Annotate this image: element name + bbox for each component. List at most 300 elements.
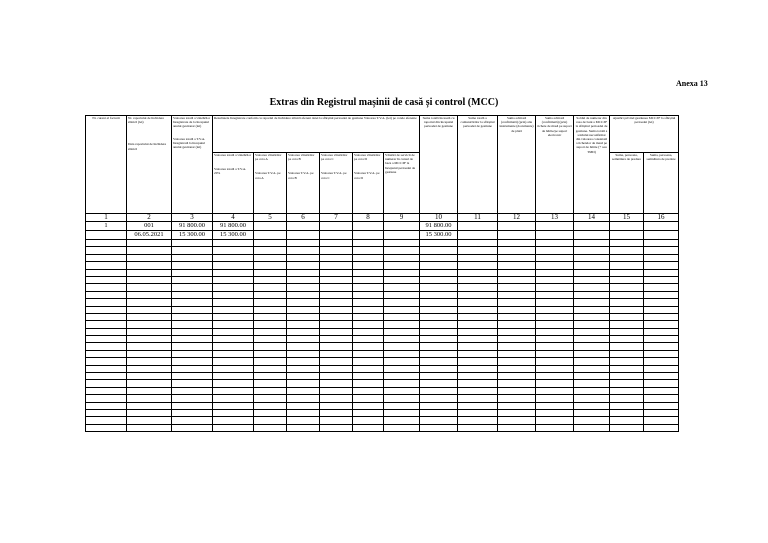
empty-cell bbox=[644, 240, 679, 247]
empty-cell bbox=[384, 291, 420, 298]
empty-cell bbox=[574, 291, 610, 298]
empty-cell bbox=[498, 254, 536, 261]
table-cell bbox=[536, 222, 574, 231]
empty-cell bbox=[254, 313, 287, 320]
empty-cell bbox=[536, 358, 574, 365]
empty-cell bbox=[86, 409, 127, 416]
empty-cell bbox=[213, 417, 254, 424]
empty-cell bbox=[610, 409, 644, 416]
header-col-11: Suma totală a comunicărilor la sfârșitul perioadei de gestiune bbox=[458, 116, 498, 214]
empty-cell bbox=[536, 321, 574, 328]
empty-cell bbox=[458, 402, 498, 409]
empty-cell bbox=[574, 350, 610, 357]
table-cell bbox=[536, 231, 574, 240]
empty-cell bbox=[320, 395, 353, 402]
document-title: Extras din Registrul mașinii de casă și control (MCC) bbox=[269, 97, 499, 108]
empty-cell bbox=[458, 387, 498, 394]
column-number: 15 bbox=[610, 214, 644, 222]
empty-cell bbox=[172, 254, 213, 261]
empty-cell bbox=[536, 343, 574, 350]
empty-cell bbox=[287, 240, 320, 247]
empty-cell bbox=[320, 328, 353, 335]
empty-cell bbox=[498, 424, 536, 431]
empty-cell bbox=[353, 417, 384, 424]
empty-cell bbox=[127, 358, 172, 365]
empty-cell bbox=[458, 350, 498, 357]
header-col-14: Soldul de numerar din casa de bani a MCC/IF la sfârșitul perioadei de gestiune. Suma totală a soldului neconfirmat din valoarea constatată a tichetelor de masă pe suport de hârtie (+ sau TMD) bbox=[574, 116, 610, 214]
empty-cell bbox=[384, 417, 420, 424]
empty-cell bbox=[213, 291, 254, 298]
empty-cell bbox=[254, 321, 287, 328]
empty-cell bbox=[498, 343, 536, 350]
empty-cell bbox=[86, 299, 127, 306]
empty-cell bbox=[536, 269, 574, 276]
empty-cell bbox=[458, 328, 498, 335]
empty-cell bbox=[320, 343, 353, 350]
empty-cell bbox=[213, 409, 254, 416]
empty-row bbox=[86, 402, 679, 409]
empty-cell bbox=[498, 247, 536, 254]
empty-cell bbox=[127, 291, 172, 298]
empty-cell bbox=[320, 350, 353, 357]
table-cell bbox=[574, 231, 610, 240]
empty-cell bbox=[574, 247, 610, 254]
empty-cell bbox=[172, 313, 213, 320]
table-cell bbox=[254, 231, 287, 240]
empty-cell bbox=[574, 269, 610, 276]
empty-cell bbox=[420, 321, 458, 328]
empty-cell bbox=[384, 409, 420, 416]
empty-cell bbox=[610, 328, 644, 335]
empty-cell bbox=[420, 409, 458, 416]
table-cell bbox=[644, 231, 679, 240]
empty-cell bbox=[287, 291, 320, 298]
column-number: 6 bbox=[287, 214, 320, 222]
empty-cell bbox=[127, 395, 172, 402]
empty-cell bbox=[86, 424, 127, 431]
empty-cell bbox=[384, 424, 420, 431]
table-cell bbox=[498, 222, 536, 231]
empty-cell bbox=[172, 262, 213, 269]
empty-cell bbox=[610, 276, 644, 283]
empty-cell bbox=[213, 395, 254, 402]
empty-cell bbox=[320, 269, 353, 276]
empty-cell bbox=[320, 313, 353, 320]
empty-cell bbox=[610, 380, 644, 387]
empty-cell bbox=[420, 247, 458, 254]
empty-cell bbox=[644, 350, 679, 357]
empty-row bbox=[86, 328, 679, 335]
empty-cell bbox=[127, 387, 172, 394]
empty-cell bbox=[644, 262, 679, 269]
empty-cell bbox=[86, 336, 127, 343]
empty-cell bbox=[127, 380, 172, 387]
table-cell bbox=[287, 231, 320, 240]
header-col-12: Suma achitată (confirmată) (prin) alte instrumente (documente) de plată bbox=[498, 116, 536, 214]
empty-cell bbox=[353, 240, 384, 247]
empty-cell bbox=[458, 380, 498, 387]
empty-cell bbox=[536, 395, 574, 402]
empty-cell bbox=[254, 247, 287, 254]
header-group-4-9: Rezultatele înregistrate conform cu raportul de închidere zilnică aferent datei la sfârșitul perioadei de gestiune Valoarea T.V.A. (lei) pe cotele aferente bbox=[213, 116, 420, 153]
empty-cell bbox=[536, 387, 574, 394]
table-cell bbox=[384, 231, 420, 240]
column-number: 7 bbox=[320, 214, 353, 222]
empty-row bbox=[86, 387, 679, 394]
empty-row bbox=[86, 269, 679, 276]
empty-cell bbox=[86, 276, 127, 283]
empty-cell bbox=[320, 276, 353, 283]
empty-cell bbox=[644, 387, 679, 394]
column-number: 5 bbox=[254, 214, 287, 222]
table-cell bbox=[254, 222, 287, 231]
empty-cell bbox=[320, 365, 353, 372]
empty-row bbox=[86, 358, 679, 365]
empty-cell bbox=[498, 240, 536, 247]
empty-cell bbox=[287, 306, 320, 313]
empty-cell bbox=[172, 276, 213, 283]
empty-cell bbox=[384, 240, 420, 247]
empty-cell bbox=[172, 350, 213, 357]
empty-cell bbox=[458, 365, 498, 372]
empty-cell bbox=[610, 395, 644, 402]
empty-cell bbox=[458, 336, 498, 343]
empty-cell bbox=[610, 247, 644, 254]
empty-cell bbox=[353, 365, 384, 372]
empty-row bbox=[86, 373, 679, 380]
empty-cell bbox=[172, 365, 213, 372]
empty-cell bbox=[320, 358, 353, 365]
empty-cell bbox=[287, 313, 320, 320]
empty-cell bbox=[536, 299, 574, 306]
empty-cell bbox=[320, 291, 353, 298]
empty-cell bbox=[287, 336, 320, 343]
empty-cell bbox=[353, 269, 384, 276]
empty-cell bbox=[498, 276, 536, 283]
empty-cell bbox=[213, 350, 254, 357]
empty-cell bbox=[574, 336, 610, 343]
table-cell: 91 800.00 bbox=[213, 222, 254, 231]
empty-row bbox=[86, 291, 679, 298]
header-col-8: Valoarea vânzărilor pe cota D Valoarea T.V.A. pe cota D bbox=[353, 153, 384, 214]
empty-cell bbox=[420, 269, 458, 276]
empty-cell bbox=[458, 291, 498, 298]
empty-cell bbox=[536, 373, 574, 380]
empty-cell bbox=[536, 328, 574, 335]
empty-cell bbox=[172, 284, 213, 291]
empty-cell bbox=[353, 299, 384, 306]
empty-cell bbox=[384, 328, 420, 335]
empty-cell bbox=[254, 395, 287, 402]
empty-cell bbox=[536, 240, 574, 247]
empty-cell bbox=[172, 240, 213, 247]
empty-cell bbox=[420, 343, 458, 350]
empty-cell bbox=[172, 247, 213, 254]
empty-cell bbox=[127, 417, 172, 424]
empty-cell bbox=[172, 409, 213, 416]
empty-cell bbox=[127, 240, 172, 247]
empty-row bbox=[86, 350, 679, 357]
empty-cell bbox=[353, 328, 384, 335]
empty-cell bbox=[420, 299, 458, 306]
column-number: 12 bbox=[498, 214, 536, 222]
empty-cell bbox=[384, 299, 420, 306]
empty-cell bbox=[458, 395, 498, 402]
empty-cell bbox=[172, 387, 213, 394]
empty-cell bbox=[213, 424, 254, 431]
column-number: 10 bbox=[420, 214, 458, 222]
empty-cell bbox=[86, 387, 127, 394]
column-number: 8 bbox=[353, 214, 384, 222]
empty-row bbox=[86, 321, 679, 328]
empty-cell bbox=[353, 262, 384, 269]
empty-cell bbox=[384, 373, 420, 380]
column-number: 4 bbox=[213, 214, 254, 222]
empty-cell bbox=[536, 409, 574, 416]
empty-cell bbox=[254, 269, 287, 276]
empty-cell bbox=[610, 402, 644, 409]
table-cell bbox=[644, 222, 679, 231]
empty-cell bbox=[610, 269, 644, 276]
empty-cell bbox=[320, 254, 353, 261]
empty-cell bbox=[574, 276, 610, 283]
empty-cell bbox=[536, 402, 574, 409]
empty-cell bbox=[86, 313, 127, 320]
empty-cell bbox=[287, 284, 320, 291]
empty-cell bbox=[86, 328, 127, 335]
empty-cell bbox=[610, 262, 644, 269]
empty-cell bbox=[384, 269, 420, 276]
header-col-15: Suma, persoana, semnătura de predare bbox=[610, 153, 644, 214]
empty-cell bbox=[644, 365, 679, 372]
empty-cell bbox=[287, 402, 320, 409]
empty-cell bbox=[213, 380, 254, 387]
empty-cell bbox=[320, 380, 353, 387]
empty-cell bbox=[213, 387, 254, 394]
empty-cell bbox=[254, 291, 287, 298]
empty-cell bbox=[254, 387, 287, 394]
table-cell bbox=[287, 222, 320, 231]
empty-cell bbox=[384, 306, 420, 313]
empty-cell bbox=[353, 306, 384, 313]
header-col-16: Suma, persoana, semnătura de predare bbox=[644, 153, 679, 214]
empty-cell bbox=[498, 380, 536, 387]
empty-row bbox=[86, 395, 679, 402]
empty-cell bbox=[610, 306, 644, 313]
empty-cell bbox=[420, 365, 458, 372]
empty-cell bbox=[458, 299, 498, 306]
empty-cell bbox=[353, 336, 384, 343]
empty-cell bbox=[213, 262, 254, 269]
empty-cell bbox=[86, 343, 127, 350]
column-number: 16 bbox=[644, 214, 679, 222]
empty-cell bbox=[498, 291, 536, 298]
empty-cell bbox=[353, 284, 384, 291]
empty-cell bbox=[172, 306, 213, 313]
empty-cell bbox=[574, 395, 610, 402]
empty-cell bbox=[353, 387, 384, 394]
empty-cell bbox=[127, 343, 172, 350]
empty-cell bbox=[287, 380, 320, 387]
empty-cell bbox=[320, 306, 353, 313]
empty-cell bbox=[254, 350, 287, 357]
empty-cell bbox=[86, 291, 127, 298]
empty-cell bbox=[86, 402, 127, 409]
empty-cell bbox=[127, 365, 172, 372]
empty-cell bbox=[574, 358, 610, 365]
empty-cell bbox=[213, 336, 254, 343]
empty-cell bbox=[610, 284, 644, 291]
empty-cell bbox=[384, 313, 420, 320]
empty-cell bbox=[172, 343, 213, 350]
empty-cell bbox=[320, 417, 353, 424]
table-cell bbox=[320, 231, 353, 240]
empty-cell bbox=[574, 321, 610, 328]
empty-cell bbox=[127, 321, 172, 328]
header-col-10: Suma totală încasată cu raportul din începutul perioadei de gestiune bbox=[420, 116, 458, 214]
table-cell bbox=[498, 231, 536, 240]
empty-cell bbox=[536, 306, 574, 313]
empty-cell bbox=[384, 365, 420, 372]
empty-cell bbox=[536, 350, 574, 357]
empty-cell bbox=[644, 417, 679, 424]
empty-cell bbox=[610, 365, 644, 372]
empty-cell bbox=[213, 254, 254, 261]
empty-cell bbox=[498, 387, 536, 394]
empty-cell bbox=[498, 402, 536, 409]
empty-cell bbox=[320, 284, 353, 291]
table-row bbox=[86, 231, 679, 240]
empty-cell bbox=[86, 365, 127, 372]
empty-row bbox=[86, 254, 679, 261]
empty-cell bbox=[172, 373, 213, 380]
empty-cell bbox=[610, 387, 644, 394]
empty-cell bbox=[213, 240, 254, 247]
empty-row bbox=[86, 262, 679, 269]
header-group-15-16: Ajustări privind gestiunea MCC/IF la sfârșitul perioadei (lei) bbox=[610, 116, 679, 153]
empty-cell bbox=[287, 424, 320, 431]
empty-cell bbox=[353, 313, 384, 320]
empty-cell bbox=[420, 284, 458, 291]
empty-cell bbox=[254, 306, 287, 313]
empty-cell bbox=[86, 269, 127, 276]
empty-cell bbox=[127, 409, 172, 416]
table-cell bbox=[574, 222, 610, 231]
empty-cell bbox=[420, 276, 458, 283]
header-col-3: Valoarea totală a vânzărilor înregistrate de la începutul anului gestionar (lei) Valoarea totală a T.V.A. înregistrată la începutul anului gestionar (lei) bbox=[172, 116, 213, 214]
table-cell bbox=[610, 231, 644, 240]
empty-cell bbox=[420, 262, 458, 269]
empty-cell bbox=[86, 306, 127, 313]
empty-cell bbox=[536, 365, 574, 372]
column-number: 9 bbox=[384, 214, 420, 222]
empty-cell bbox=[213, 276, 254, 283]
empty-cell bbox=[384, 276, 420, 283]
table-cell: 001 bbox=[127, 222, 172, 231]
empty-cell bbox=[287, 387, 320, 394]
empty-cell bbox=[254, 358, 287, 365]
table-cell bbox=[458, 231, 498, 240]
empty-cell bbox=[254, 417, 287, 424]
empty-cell bbox=[420, 291, 458, 298]
empty-cell bbox=[127, 262, 172, 269]
column-number-row bbox=[86, 214, 679, 222]
empty-cell bbox=[320, 387, 353, 394]
empty-cell bbox=[254, 284, 287, 291]
empty-cell bbox=[498, 321, 536, 328]
empty-cell bbox=[353, 247, 384, 254]
header-col-1: Nr. curent al facturii bbox=[86, 116, 127, 214]
empty-cell bbox=[127, 424, 172, 431]
empty-cell bbox=[254, 380, 287, 387]
empty-cell bbox=[213, 343, 254, 350]
empty-cell bbox=[127, 276, 172, 283]
empty-cell bbox=[353, 276, 384, 283]
empty-cell bbox=[574, 262, 610, 269]
column-number: 11 bbox=[458, 214, 498, 222]
empty-cell bbox=[320, 240, 353, 247]
empty-cell bbox=[536, 380, 574, 387]
empty-cell bbox=[127, 373, 172, 380]
empty-cell bbox=[172, 402, 213, 409]
empty-cell bbox=[536, 276, 574, 283]
empty-cell bbox=[644, 291, 679, 298]
empty-cell bbox=[86, 262, 127, 269]
empty-cell bbox=[644, 358, 679, 365]
empty-cell bbox=[498, 373, 536, 380]
empty-cell bbox=[536, 262, 574, 269]
empty-cell bbox=[254, 262, 287, 269]
empty-cell bbox=[172, 358, 213, 365]
empty-cell bbox=[498, 313, 536, 320]
empty-cell bbox=[384, 254, 420, 261]
empty-cell bbox=[610, 299, 644, 306]
empty-cell bbox=[172, 395, 213, 402]
empty-cell bbox=[287, 409, 320, 416]
empty-cell bbox=[498, 306, 536, 313]
empty-cell bbox=[287, 321, 320, 328]
empty-cell bbox=[172, 417, 213, 424]
empty-cell bbox=[536, 417, 574, 424]
empty-cell bbox=[213, 321, 254, 328]
empty-cell bbox=[498, 284, 536, 291]
empty-cell bbox=[498, 269, 536, 276]
empty-cell bbox=[254, 336, 287, 343]
empty-cell bbox=[610, 343, 644, 350]
empty-cell bbox=[458, 417, 498, 424]
empty-cell bbox=[644, 269, 679, 276]
header-row-top bbox=[86, 116, 679, 153]
empty-cell bbox=[254, 402, 287, 409]
table-cell: 1 bbox=[86, 222, 127, 231]
empty-cell bbox=[458, 306, 498, 313]
empty-cell bbox=[127, 350, 172, 357]
empty-cell bbox=[536, 313, 574, 320]
empty-row bbox=[86, 299, 679, 306]
empty-row bbox=[86, 240, 679, 247]
empty-cell bbox=[172, 380, 213, 387]
empty-cell bbox=[458, 358, 498, 365]
column-number: 1 bbox=[86, 214, 127, 222]
empty-cell bbox=[610, 313, 644, 320]
empty-cell bbox=[644, 409, 679, 416]
empty-cell bbox=[384, 387, 420, 394]
empty-cell bbox=[420, 402, 458, 409]
empty-cell bbox=[287, 343, 320, 350]
empty-cell bbox=[644, 328, 679, 335]
empty-cell bbox=[458, 313, 498, 320]
empty-cell bbox=[320, 409, 353, 416]
